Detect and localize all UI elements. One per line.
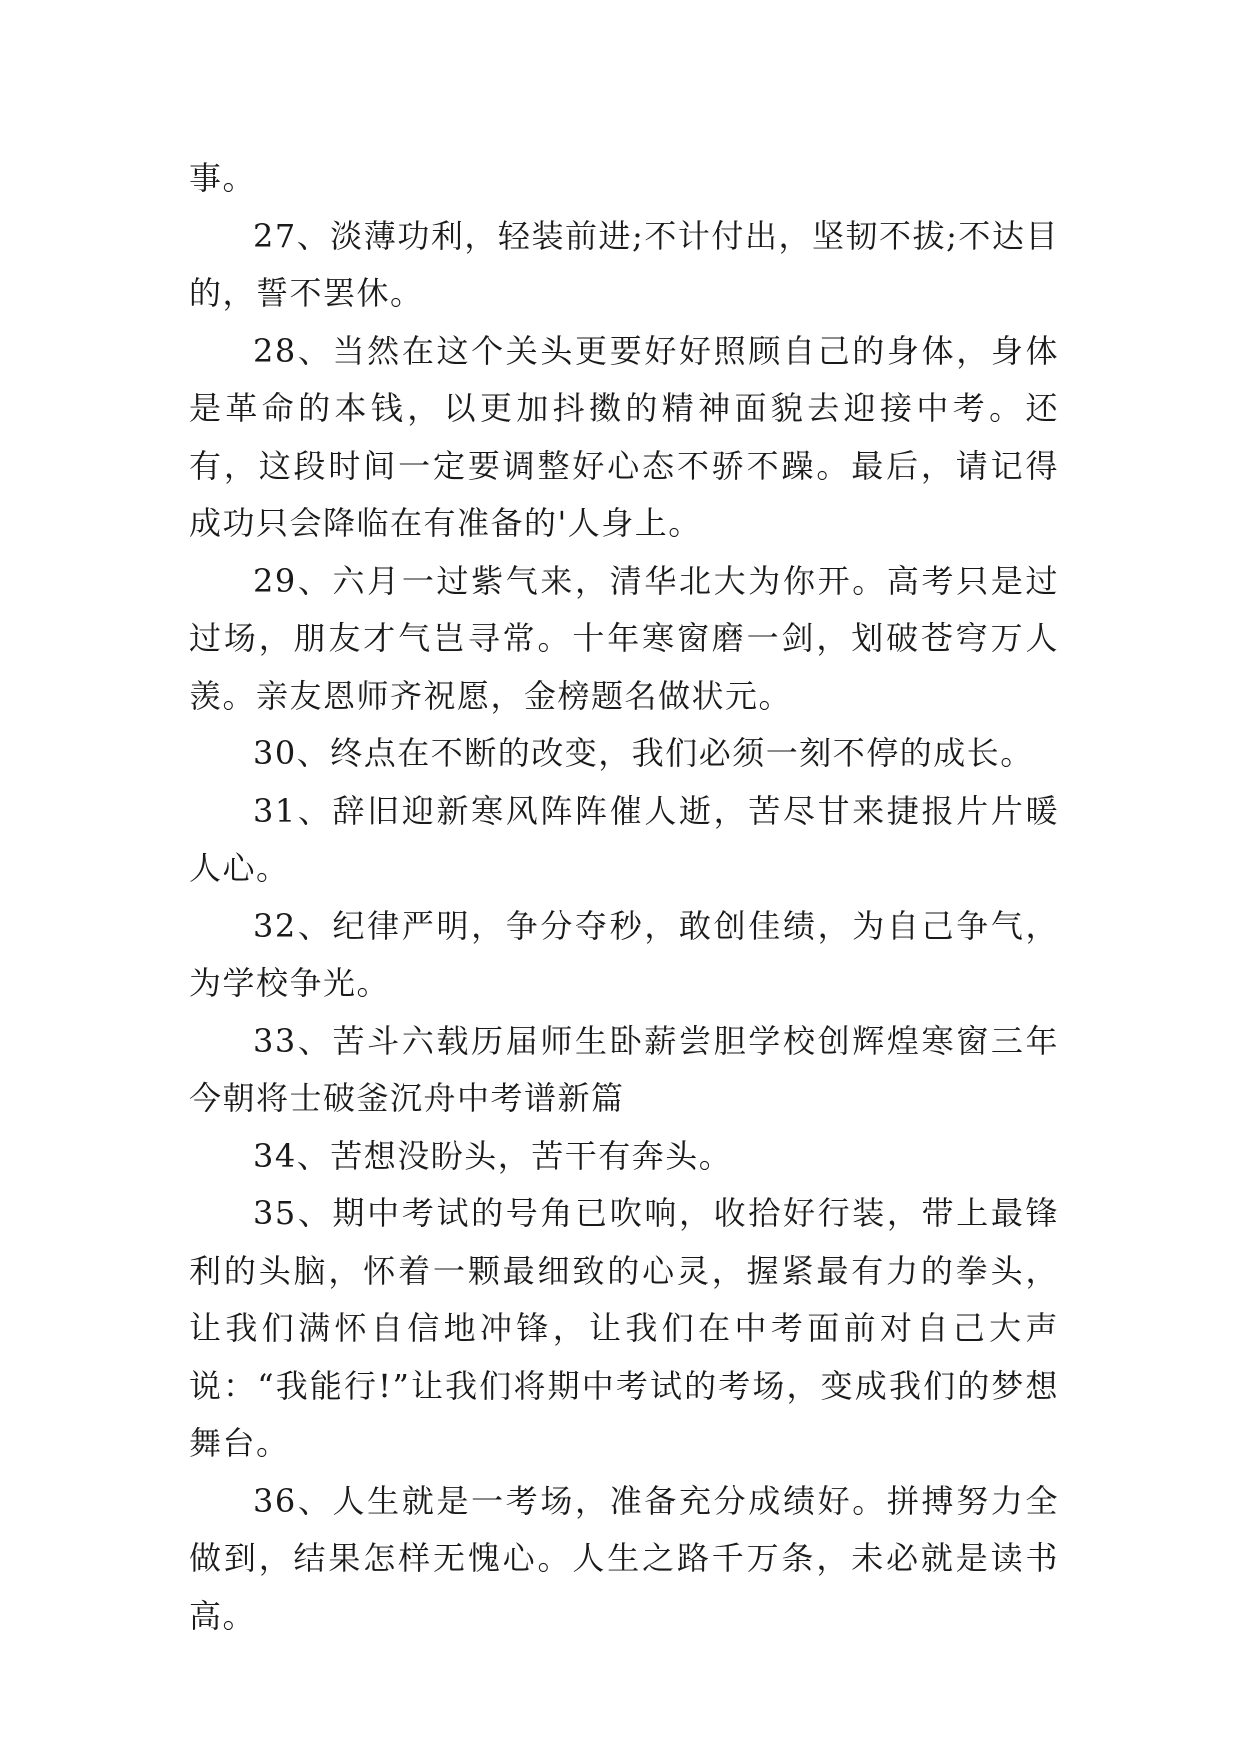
paragraph-32: 32、纪律严明，争分夺秒，敢创佳绩，为自己争气，为学校争光。 (189, 906, 1059, 1002)
paragraph-30: 30、终点在不断的改变，我们必须一刻不停的成长。 (253, 734, 1034, 772)
paragraph-35: 35、期中考试的号角已吹响，收拾好行装，带上最锋利的头脑，怀着一颗最细致的心灵，握紧最有力的拳头，让我们满怀自信地冲锋，让我们在中考面前对自己大声说：“我能行!”让我们将期中考试的考场，变成我们的梦想舞台。 (189, 1194, 1059, 1462)
paragraph-33: 33、苦斗六载历届师生卧薪尝胆学校创辉煌寒窗三年今朝将士破釜沉舟中考谱新篇 (189, 1021, 1059, 1117)
paragraph-36: 36、人生就是一考场，准备充分成绩好。拼搏努力全做到，结果怎样无愧心。人生之路千万条，未必就是读书高。 (189, 1481, 1059, 1635)
paragraph-continuation: 事。 (189, 159, 257, 197)
paragraph-27: 27、淡薄功利，轻装前进;不计付出，坚韧不拔;不达目的，誓不罢休。 (189, 216, 1059, 312)
paragraph-29: 29、六月一过紫气来，清华北大为你开。高考只是过过场，朋友才气岂寻常。十年寒窗磨一剑，划破苍穹万人羡。亲友恩师齐祝愿，金榜题名做状元。 (189, 561, 1059, 715)
paragraph-31: 31、辞旧迎新寒风阵阵催人逝，苦尽甘来捷报片片暖人心。 (189, 791, 1059, 887)
document-body (189, 150, 1059, 1645)
paragraph-34: 34、苦想没盼头，苦干有奔头。 (253, 1136, 733, 1175)
paragraph-28: 28、当然在这个关头更要好好照顾自己的身体，身体是革命的本钱，以更加抖擞的精神面貌去迎接中考。还有，这段时间一定要调整好心态不骄不躁。最后，请记得成功只会降临在有准备的'人身上。 (189, 331, 1059, 542)
